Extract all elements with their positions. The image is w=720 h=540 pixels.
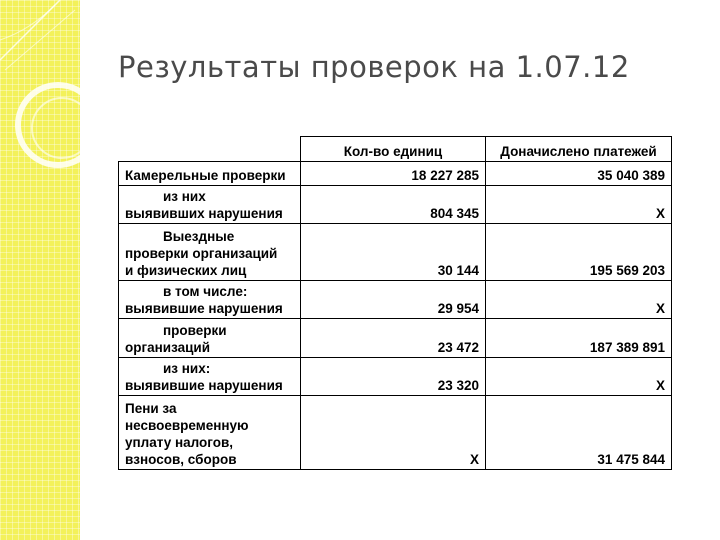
table-row xyxy=(119,395,672,469)
cell-count: 30 144 xyxy=(301,223,486,280)
table-row xyxy=(119,357,672,395)
cell-amount: Х xyxy=(486,357,672,395)
cell-count: 18 227 285 xyxy=(301,162,486,185)
row-label xyxy=(119,357,301,395)
row-label-line: Пени за xyxy=(125,401,177,416)
cell-count: Х xyxy=(301,395,486,469)
row-label xyxy=(119,395,301,469)
cell-count: 23 320 xyxy=(301,357,486,395)
row-label-line: Выездные xyxy=(163,229,235,245)
decorative-leaf-graphic xyxy=(0,0,80,200)
row-label-line: Камерельные проверки xyxy=(125,167,286,183)
table-row xyxy=(119,223,672,280)
page-title: Результаты проверок на 1.07.12 xyxy=(118,50,630,84)
cell-amount: 31 475 844 xyxy=(486,395,672,469)
row-label-line: и физических лиц xyxy=(125,263,247,279)
results-table xyxy=(118,136,672,470)
row-label-line: уплату налогов, xyxy=(125,435,233,450)
cell-count: 804 345 xyxy=(301,185,486,223)
table-header-row xyxy=(119,137,672,162)
row-label-line: выявившие нарушения xyxy=(125,301,283,317)
column-header-count: Кол-во единиц xyxy=(301,137,486,162)
row-label-line: несвоевременную xyxy=(125,418,249,433)
table-row xyxy=(119,185,672,223)
results-table-container xyxy=(118,136,671,470)
cell-amount: Х xyxy=(486,185,672,223)
row-label-line: в том числе: xyxy=(163,284,248,300)
column-header-amount: Доначислено платежей xyxy=(486,137,672,162)
row-label xyxy=(119,281,301,319)
table-row xyxy=(119,319,672,357)
table-corner-cell xyxy=(119,137,301,162)
table-row xyxy=(119,281,672,319)
cell-amount: Х xyxy=(486,281,672,319)
row-label xyxy=(119,185,301,223)
row-label-line: организаций xyxy=(125,339,211,355)
row-label xyxy=(119,223,301,280)
row-label xyxy=(119,162,301,185)
cell-count: 23 472 xyxy=(301,319,486,357)
row-label-line: взносов, сборов xyxy=(125,452,237,467)
cell-amount: 187 389 891 xyxy=(486,319,672,357)
row-label-line: из них xyxy=(163,188,206,204)
row-label-line: проверки организаций xyxy=(125,246,278,262)
row-label-line: выявивших нарушения xyxy=(125,205,283,221)
row-label-line: выявившие нарушения xyxy=(125,377,283,393)
row-label xyxy=(119,319,301,357)
row-label-line: проверки xyxy=(163,322,227,338)
cell-amount: 35 040 389 xyxy=(486,162,672,185)
cell-count: 29 954 xyxy=(301,281,486,319)
cell-amount: 195 569 203 xyxy=(486,223,672,280)
table-row xyxy=(119,162,672,185)
row-label-line: из них: xyxy=(163,360,211,376)
